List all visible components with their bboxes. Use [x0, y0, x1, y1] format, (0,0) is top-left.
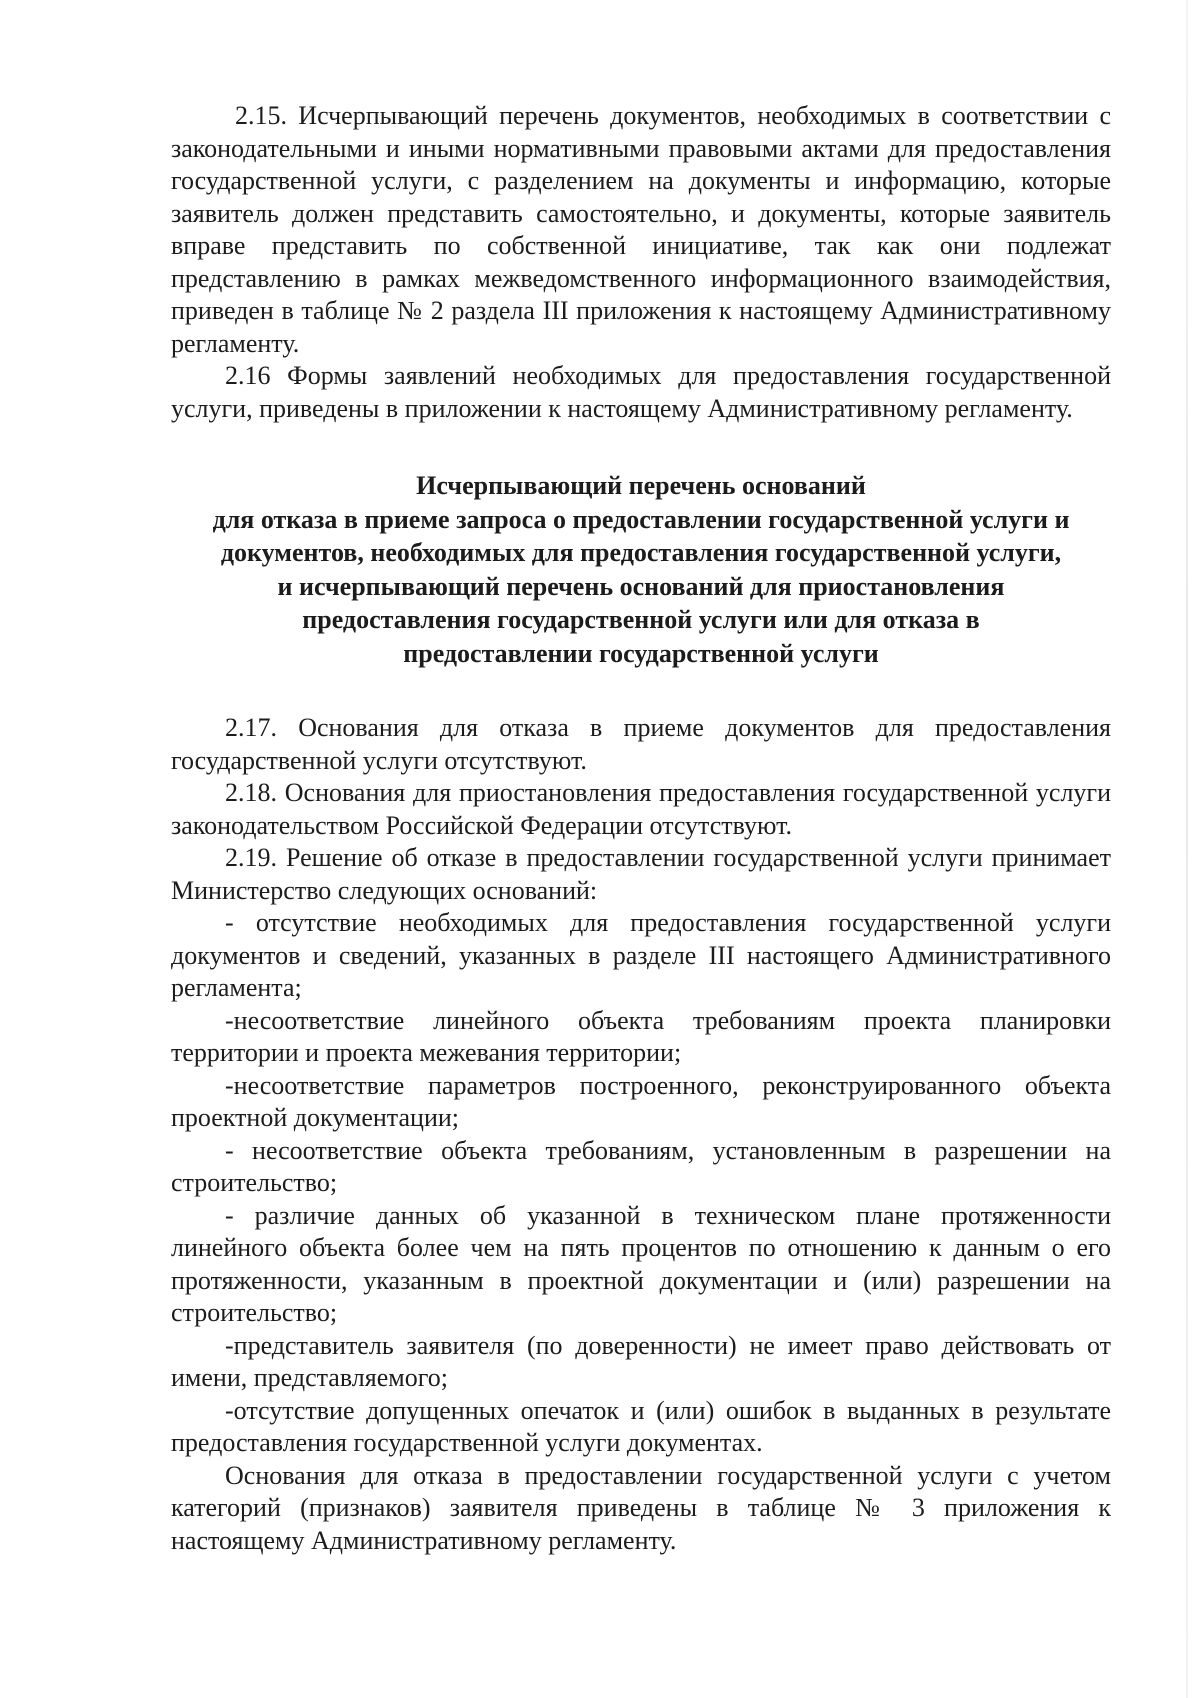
- scan-edge-mark: [1186, 0, 1188, 1698]
- document-body: [171, 100, 1111, 1557]
- heading-line: для отказа в приеме запроса о предоставлении государственной услуги и: [212, 504, 1070, 534]
- list-item-refusal-reason: -представитель заявителя (по доверенности) не имеет право действовать от имени, представляемого;: [171, 1330, 1111, 1392]
- heading-line: Исчерпывающий перечень оснований: [416, 471, 866, 500]
- paragraph-closing: Основания для отказа в предоставлении государственной услуги с учетом категорий (признаков) заявителя приведены в таблице № 3 приложения к настоящему Административному регламенту.: [171, 1460, 1111, 1555]
- list-item-refusal-reason: -несоответствие линейного объекта требованиям проекта планировки территории и проекта межевания территории;: [171, 1005, 1111, 1067]
- list-item-refusal-reason: -несоответствие параметров построенного, реконструированного объекта проектной документации;: [171, 1070, 1111, 1132]
- list-item-refusal-reason: -отсутствие допущенных опечаток и (или) ошибок в выданных в результате предоставления государственной услуги документах.: [171, 1395, 1111, 1457]
- paragraph-2-18: 2.18. Основания для приостановления предоставления государственной услуги законодательством Российской Федерации отсутствуют.: [171, 778, 1111, 840]
- heading-line: документов, необходимых для предоставления государственной услуги,: [220, 538, 1062, 567]
- paragraph-2-15: 2.15. Исчерпывающий перечень документов, необходимых в соответствии с законодательными и иными нормативными правовыми актами для предоставления государственной услуги, с разделением на документы и информацию, которые заявитель должен представить самостоятельно, и документы, которые заявитель вправе представить по собственной инициативе, так как они подлежат представлению в рамках межведомственного информационного взаимодействия, приведен в таблице № 2 раздела III приложения к настоящему Административному регламенту.: [171, 101, 1111, 358]
- list-item-refusal-reason: - несоответствие объекта требованиям, установленным в разрешении на строительство;: [171, 1135, 1111, 1197]
- heading-line: и исчерпывающий перечень оснований для приостановления: [277, 571, 1005, 601]
- list-item-refusal-reason: - различие данных об указанной в техническом плане протяженности линейного объекта более чем на пять процентов по отношению к данным о его протяженности, указанным в проектной документации и (или) разрешении на строительство;: [171, 1200, 1111, 1327]
- paragraph-2-19: 2.19. Решение об отказе в предоставлении государственной услуги принимает Министерство следующих оснований:: [171, 843, 1111, 905]
- paragraph-2-17: 2.17. Основания для отказа в приеме документов для предоставления государственной услуги отсутствуют.: [171, 713, 1111, 775]
- list-item-refusal-reason: - отсутствие необходимых для предоставления государственной услуги документов и сведений, указанных в разделе III настоящего Административного регламента;: [171, 908, 1111, 1002]
- heading-line: предоставления государственной услуги или для отказа в: [302, 605, 980, 634]
- heading-line: предоставлении государственной услуги: [403, 638, 879, 668]
- paragraph-2-16: 2.16 Формы заявлений необходимых для предоставления государственной услуги, приведены в приложении к настоящему Административному регламенту.: [171, 361, 1111, 423]
- section-heading: [171, 469, 1111, 670]
